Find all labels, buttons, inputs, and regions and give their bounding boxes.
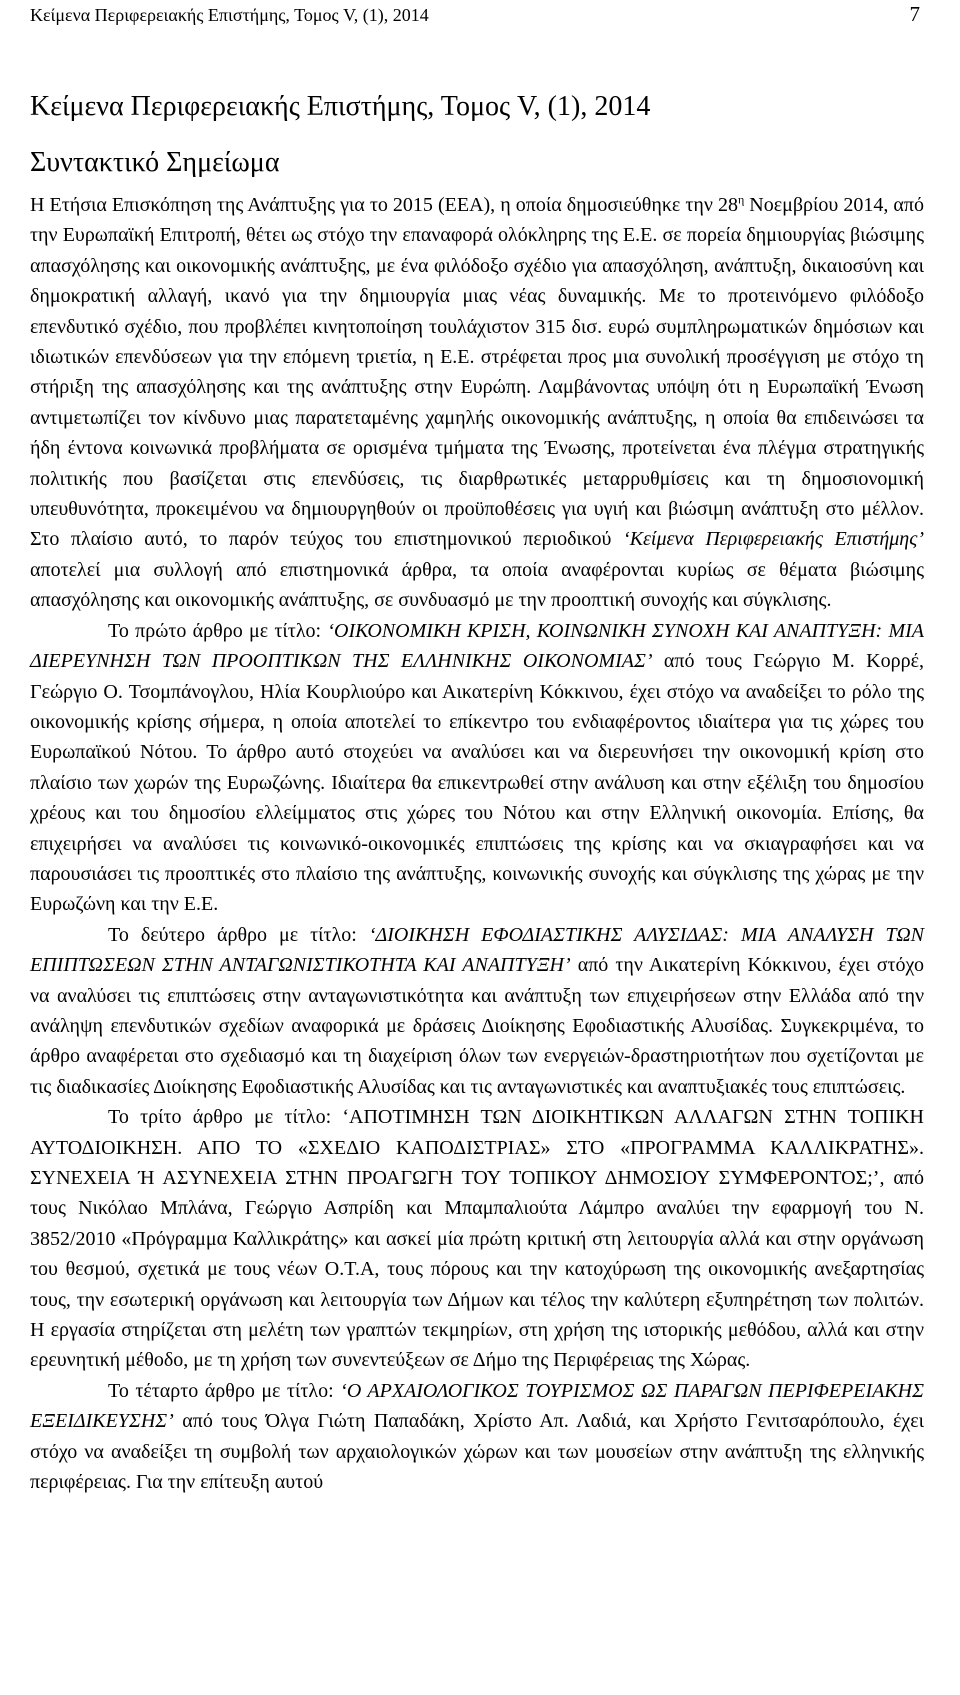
paragraph-intro [30, 190, 924, 616]
paragraph-article-1 [30, 616, 924, 920]
article-title: ‘ΟΙΚΟΝΟΜΙΚΗ ΚΡΙΣΗ, ΚΟΙΝΩΝΙΚΗ ΣΥΝΟΧΗ ΚΑΙ ΑΝΑΠΤΥΞΗ: ΜΙΑ ΔΙΕΡΕΥΝΗΣΗ ΤΩΝ ΠΡΟΟΠΤΙΚΩΝ ΤΗΣ ΕΛΛΗΝΙΚΗΣ ΟΙΚΟΝΟΜΙΑΣ’ [30, 619, 925, 673]
article-title: ‘Ο ΑΡΧΑΙΟΛΟΓΙΚΟΣ ΤΟΥΡΙΣΜΟΣ ΩΣ ΠΑΡΑΓΩΝ ΠΕΡΙΦΕΡΕΙΑΚΗΣ ΕΞΕΙΔΙΚΕΥΣΗΣ’ [30, 1379, 924, 1433]
page-number: 7 [909, 2, 920, 26]
paragraph-article-3 [30, 1102, 924, 1376]
journal-title: Κείμενα Περιφερειακής Επιστήμης, Τομος V, (1), 2014 [30, 91, 651, 122]
paragraph-text: από τους Όλγα Γιώτη Παπαδάκη, Χρίστο Απ. Λαδιά, και Χρήστο Γενιτσαρόπουλο, έχει στόχο να αναδείξει τη συμβολή των αρχαιολογικών χώρων και των μουσείων στην ανάπτυξη της ελληνικής περιφέρειας. Για την επίτευξη αυτού [30, 1410, 924, 1494]
paragraph-text: Νοεμβρίου 2014, από την Ευρωπαϊκή Επιτροπή, θέτει ως στόχο την επαναφορά ολόκληρης της Ε.Ε. σε πορεία δημιουργίας βιώσιμης απασχόλησης και οικονομικής ανάπτυξης, με ένα φιλόδοξο σχέδιο για απασχόληση, ανάπτυξη, δικαιοσύνη και δημοκρατική αλλαγή, ικανό για την δημιουργία μιας νέας δυναμικής. Με το προτεινόμενο φιλόδοξο επενδυτικό σχέδιο, που προβλέπει κινητοποίηση τουλάχιστον 315 δισ. ευρώ συμπληρωματικών δημόσιων και ιδιωτικών επενδύσεων για την επόμενη τριετία, η Ε.Ε. στρέφεται προς μια συνολική προσέγγιση με στόχο τη στήριξη της απασχόλησης και της ανάπτυξης στην Ευρώπη. Λαμβάνοντας υπόψη ότι η Ευρωπαϊκή Ένωση αντιμετωπίζει τον κίνδυνο μιας παρατεταμένης χαμηλής οικονομικής ανάπτυξης, η οποία θα επιδεινώσει τα ήδη έντονα κοινωνικά προβλήματα σε ορισμένα τμήματα της Ένωσης, προτείνεται ένα πλέγμα στρατηγικής πολιτικής που βασίζεται στις επενδύσεις, τις διαρθρωτικές μεταρρυθμίσεις και τη δημοσιονομική υπευθυνότητα, προκειμένου να δημιουργηθούν οι προϋποθέσεις για υγιή και βιώσιμη ανάπτυξη στο μέλλον. Στο πλαίσιο αυτό, το παρόν τεύχος του επιστημονικού περιοδικού [30, 194, 924, 551]
section-title: Συντακτικό Σημείωμα [30, 147, 280, 178]
paragraph-text: από τους Γεώργιο Μ. Κορρέ, Γεώργιο Ο. Τσομπάνογλου, Ηλία Κουρλιούρο και Αικατερίνη Κόκκινου, έχει στόχο να αναδείξει το ρόλο της οικονομικής κρίσης σήμερα, η οποία αποτελεί το επίκεντρο του ενδιαφέροντος ιδιαίτερα για τις χώρες του Ευρωπαϊκού Νότου. Το άρθρο αυτό στοχεύει να αναλύσει και να διερευνήσει την οικονομική κρίση στο πλαίσιο των χωρών της Ευρωζώνης. Ιδιαίτερα θα επικεντρωθεί στην ανάλυση και στην εξέλιξη του δημοσίου χρέους και του δημοσίου ελλείμματος στις χώρες του Νότου και στην Ελληνική οικονομία. Επίσης, θα επιχειρήσει να αναλύσει τις κοινωνικό-οικονομικές επιπτώσεις της κρίσης και να σκιαγραφήσει και να παρουσιάσει τις προοπτικές στο πλαίσιο της ανάπτυξης, κοινωνικής συνοχής και σύγκλισης της χώρας με την Ευρωζώνη και την Ε.Ε. [30, 650, 924, 916]
paragraph-text: Το δεύτερο άρθρο με τίτλο: [108, 923, 369, 946]
paragraph-text: Το τέταρτο άρθρο με τίτλο: [108, 1379, 341, 1402]
paragraph-text: Το πρώτο άρθρο με τίτλο: [108, 619, 328, 642]
paragraph-article-2 [30, 920, 924, 1102]
paragraph-article-4 [30, 1376, 924, 1498]
running-title: Κείμενα Περιφερειακής Επιστήμης, Τομος V, (1), 2014 [30, 5, 429, 25]
paragraph-text: Το τρίτο άρθρο με τίτλο: ‘ΑΠΟΤΙΜΗΣΗ ΤΩΝ ΔΙΟΙΚΗΤΙΚΩΝ ΑΛΛΑΓΩΝ ΣΤΗΝ ΤΟΠΙΚΗ ΑΥΤΟΔΙΟΙΚΗΣΗ. ΑΠΟ ΤΟ «ΣΧΕΔΙΟ ΚΑΠΟΔΙΣΤΡΙΑΣ» ΣΤΟ «ΠΡΟΓΡΑΜΜΑ ΚΑΛΛΙΚΡΑΤΗΣ». ΣΥΝΕΧΕΙΑ Ή ΑΣΥΝΕΧΕΙΑ ΣΤΗΝ ΠΡΟΑΓΩΓΗ ΤΟΥ ΤΟΠΙΚΟΥ ΔΗΜΟΣΙΟΥ ΣΥΜΦΕΡΟΝΤΟΣ;’, από τους Νικόλαο Μπλάνα, Γεώργιο Ασπρίδη και Μπαμπαλιούτα Λάμπρο αναλύει την εφαρμογή του Ν. 3852/2010 «Πρόγραμμα Καλλικράτης» και ασκεί μία πρώτη κριτική στη λειτουργία αλλά και στην οργάνωση του θεσμού, σχετικά με τους νέων Ο.Τ.Α, τους πόρους και την κατοχύρωση της οικονομικής ανεξαρτησίας τους, την εσωτερική οργάνωση και λειτουργία των Δήμων και τέλος την καλύτερη εξυπηρέτηση των πολιτών. Η εργασία στηρίζεται στη μελέτη των γραπτών τεκμηρίων, στη χρήση της ιστορικής μεθόδου, αλλά και στην ερευνητική μέθοδο, με τη χρήση των συνεντεύξεων σε Δήμο της Περιφέρειας της Χώρας. [30, 1106, 924, 1372]
running-header [30, 0, 924, 26]
body-text [30, 190, 924, 1497]
article-title: ‘ΔΙΟΙΚΗΣΗ ΕΦΟΔΙΑΣΤΙΚΗΣ ΑΛΥΣΙΔΑΣ: ΜΙΑ ΑΝΑΛΥΣΗ ΤΩΝ ΕΠΙΠΤΩΣΕΩΝ ΣΤΗΝ ΑΝΤΑΓΩΝΙΣΤΙΚΟΤΗΤΑ ΚΑΙ ΑΝΑΠΤΥΞΗ’ [30, 923, 924, 977]
paragraph-text: από την Αικατερίνη Κόκκινου, έχει στόχο να αναλύσει τις επιπτώσεις στην ανταγωνιστικότητα και ανάπτυξη των επιχειρήσεων στην Ελλάδα από την ανάληψη επενδυτικών σχεδίων αναφορικά με δράσεις Διοίκησης Εφοδιαστικής Αλυσίδας. Συγκεκριμένα, το άρθρο αναφέρεται στο σχεδιασμό και τη διαχείριση όλων των ενεργειών-δραστηριοτήτων που σχετίζονται με τις διαδικασίες Διοίκησης Εφοδιαστικής Αλυσίδας και τις ανταγωνιστικές και αναπτυξιακές τους επιπτώσεις. [30, 954, 924, 1098]
paragraph-text: αποτελεί μια συλλογή από επιστημονικά άρθρα, τα οποία αναφέρονται κυρίως σε θέματα βιώσιμης απασχόλησης και οικονομικής ανάπτυξης, σε συνδυασμό με την προοπτική συνοχής και σύγκλισης. [30, 558, 924, 612]
journal-reference: ‘Κείμενα Περιφερειακής Επιστήμης’ [623, 528, 924, 551]
paragraph-text: Η Ετήσια Επισκόπηση της Ανάπτυξης για το 2015 (ΕΕΑ), η οποία δημοσιεύθηκε την 28 [30, 194, 738, 216]
superscript: η [737, 192, 745, 207]
